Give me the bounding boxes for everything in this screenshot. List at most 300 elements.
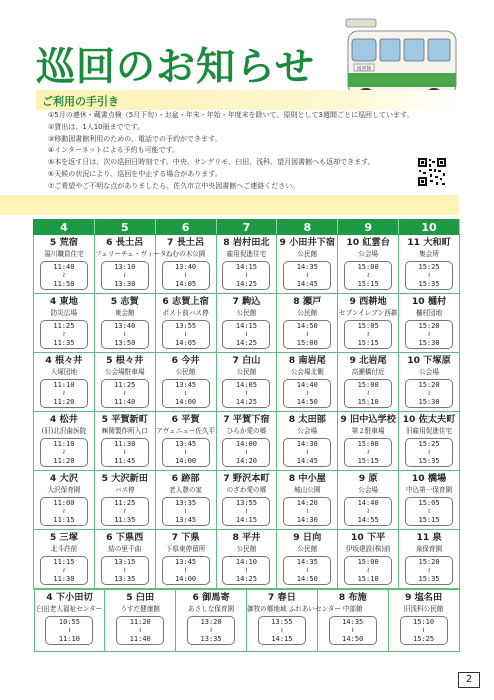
arrival-time: 14:00 (235, 440, 257, 448)
stop-times (222, 320, 270, 349)
qr-code[interactable] (417, 157, 447, 187)
stop-cell (216, 294, 277, 353)
schedule-row (34, 353, 460, 412)
stop-name (399, 237, 459, 249)
arrival-time: 14:35 (296, 263, 318, 271)
stop-area: 下塚原 (423, 355, 451, 366)
time-separator: ≀ (245, 566, 248, 575)
stop-day: 4 (49, 473, 57, 484)
stop-day: 7 (223, 473, 230, 484)
stop-cell (277, 353, 338, 412)
stop-name (217, 296, 277, 308)
stop-area: 下県 (181, 532, 200, 543)
stop-cell (399, 353, 460, 412)
arrival-time: 14:10 (235, 558, 257, 566)
stop-place: 第２駐車場 (351, 427, 385, 435)
note-item: ③移動図書館利用のための、電話での予約ができます。 (48, 134, 222, 143)
stop-times (222, 556, 270, 585)
stop-place: 北斗荘前 (50, 545, 78, 553)
stop-area: 橋場 (427, 473, 447, 484)
arrival-time: 14:05 (235, 381, 257, 389)
stop-place: 集会所 (419, 250, 439, 258)
stop-area: 樋村 (427, 296, 447, 307)
departure-time: 14:05 (175, 279, 197, 288)
time-separator: ≀ (123, 566, 127, 575)
time-separator: ≀ (123, 271, 127, 280)
stop-times (283, 438, 331, 467)
schedule-row (34, 294, 460, 353)
stop-cell (94, 471, 155, 530)
stop-day: 9 (293, 532, 300, 543)
stop-name (217, 237, 277, 249)
stop-name (338, 473, 398, 485)
stop-name (217, 473, 277, 485)
stop-name (35, 592, 105, 604)
stop-name (399, 414, 459, 426)
arrival-time: 14:30 (296, 440, 318, 448)
stop-place: のざわ愛の郷 (226, 486, 267, 494)
stop-place: 湯川職員住宅 (44, 250, 84, 258)
stop-times (101, 261, 149, 290)
stop-name (318, 592, 388, 604)
departure-time: 11:20 (53, 397, 75, 406)
stop-cell (155, 412, 216, 471)
arrival-time: 14:50 (296, 322, 318, 330)
stop-place: 雇用促進住宅 (226, 250, 267, 258)
stop-times (405, 438, 453, 467)
stop-area: 荒宿 (59, 237, 78, 248)
stop-name (156, 414, 216, 426)
stop-place: ㈱関製作所入口 (101, 427, 148, 435)
arrival-time: 13:40 (175, 263, 197, 271)
arrival-time: 13:35 (175, 499, 197, 507)
note-item: ①5月の連休・蔵書点検（5月下旬）・お盆・年末・年始・年度末を除いて、原則として3週間ごとに巡回しています。 (48, 111, 414, 119)
stop-area: 原 (368, 473, 378, 484)
stop-name (95, 296, 155, 308)
time-separator: ≀ (209, 626, 213, 635)
arrival-time: 13:40 (114, 322, 136, 330)
stop-place: (旧)北沢歯医院 (41, 427, 87, 435)
month-header: 4 (34, 220, 95, 235)
arrival-time: 11:20 (129, 618, 151, 626)
arrival-time: 14:35 (296, 558, 318, 566)
stop-cell (399, 412, 460, 471)
stop-area: 日向 (302, 532, 322, 543)
schedule-row (34, 530, 460, 589)
stop-name (399, 532, 459, 544)
stop-name (156, 355, 216, 367)
departure-time: 15:10 (357, 397, 379, 406)
stop-area: 紅雲台 (362, 237, 390, 248)
stop-name (34, 355, 94, 367)
stop-day: 4 (49, 296, 57, 307)
arrival-time: 13:45 (175, 558, 197, 566)
arrival-time: 11:10 (53, 440, 75, 448)
stop-times (40, 497, 88, 526)
last-row-wrapper (34, 589, 460, 653)
stop-area: 泉 (432, 532, 442, 543)
time-separator: ≀ (366, 448, 370, 457)
departure-time: 11:10 (58, 634, 80, 643)
stop-cell (34, 590, 105, 652)
stop-cell (94, 353, 155, 412)
time-separator: ≀ (305, 330, 309, 339)
stop-cell (34, 471, 95, 530)
stop-cell (94, 412, 155, 471)
stop-times (405, 556, 453, 585)
time-separator: ≀ (427, 566, 431, 575)
stop-name (95, 237, 155, 249)
stop-day: 6 (106, 237, 113, 248)
stop-name (156, 473, 216, 485)
stop-place: フェリーチェ・ヴィータ (94, 250, 167, 258)
departure-time: 14:25 (235, 279, 257, 288)
time-separator: ≀ (123, 330, 127, 339)
stop-area: 中小屋 (298, 473, 326, 484)
time-separator: ≀ (305, 566, 309, 575)
schedule-row (34, 412, 460, 471)
stop-name (277, 414, 337, 426)
stop-cell (277, 235, 338, 294)
arrival-time: 15:00 (357, 381, 379, 389)
stop-times (40, 438, 88, 467)
arrival-time: 11:30 (114, 440, 136, 448)
arrival-time: 11:10 (53, 381, 75, 389)
stop-times (222, 497, 270, 526)
stop-cell (34, 235, 95, 294)
stop-place: 伊坂建設(株)前 (345, 545, 391, 553)
stop-area: 下平 (366, 532, 386, 543)
stop-times (258, 616, 306, 645)
time-separator: ≀ (68, 626, 71, 635)
stop-times (40, 320, 88, 349)
stop-cell (277, 530, 338, 589)
stop-cell (338, 353, 399, 412)
arrival-time: 15:00 (357, 263, 379, 271)
time-separator: ≀ (245, 271, 248, 280)
stop-day: 9 (349, 355, 356, 366)
note-item: ②貸出は、1人10冊までです。 (48, 122, 145, 131)
stop-times (40, 379, 88, 408)
stop-day: 6 (192, 592, 199, 603)
stop-area: 布施 (348, 592, 367, 603)
departure-time: 15:15 (357, 338, 379, 347)
stop-name (338, 532, 398, 544)
stop-name (217, 414, 277, 426)
stop-times (222, 438, 270, 467)
departure-time: 15:35 (418, 279, 440, 288)
stop-day: 9 (349, 296, 356, 307)
departure-time: 15:15 (357, 279, 379, 288)
stop-cell (399, 294, 460, 353)
stop-cell (399, 530, 460, 589)
stop-cell (34, 294, 95, 353)
time-separator: ≀ (427, 271, 431, 280)
stop-name (277, 532, 337, 544)
stop-name (338, 414, 398, 426)
departure-time: 14:00 (175, 397, 197, 406)
departure-time: 14:05 (175, 338, 197, 347)
stop-cell (34, 353, 95, 412)
departure-time: 15:30 (418, 397, 440, 406)
stop-day: 8 (338, 592, 346, 603)
departure-time: 11:30 (53, 574, 75, 583)
stop-cell (176, 590, 247, 652)
time-separator: ≀ (184, 271, 187, 280)
stop-day: 5 (106, 355, 113, 366)
stop-area: 平賀 (181, 414, 200, 425)
month-header: 5 (94, 220, 155, 235)
stop-day: 10 (346, 237, 360, 248)
arrival-time: 10:55 (58, 618, 80, 626)
time-separator: ≀ (184, 389, 187, 398)
stop-area: 南岩尾 (298, 355, 326, 366)
stop-cell (338, 412, 399, 471)
stop-day: 7 (167, 237, 174, 248)
time-separator: ≀ (366, 330, 370, 339)
stop-area: 白山 (242, 355, 261, 366)
departure-time: 14:50 (342, 634, 364, 643)
stop-day: 5 (110, 296, 118, 307)
stop-day: 5 (49, 237, 57, 248)
stop-name (34, 296, 94, 308)
stop-area: 下小田切 (55, 592, 93, 603)
stop-area: 野沢本町 (232, 473, 270, 484)
departure-time: 14:15 (235, 515, 257, 524)
stop-place: バス停 (114, 486, 135, 494)
stop-cell (216, 353, 277, 412)
stop-cell (277, 294, 338, 353)
stop-cell (94, 294, 155, 353)
departure-time: 13:50 (114, 338, 136, 347)
stop-area: 根々井 (115, 355, 144, 366)
stop-day: 5 (49, 532, 57, 543)
stop-times (405, 320, 453, 349)
schedule-row (34, 589, 460, 653)
stop-times (400, 616, 448, 645)
stop-area: 今井 (181, 355, 200, 366)
departure-time: 15:30 (418, 338, 440, 347)
stop-place: 大塚団地 (50, 368, 78, 376)
arrival-time: 13:55 (271, 618, 293, 626)
stop-times (162, 556, 210, 585)
stop-cell (155, 530, 216, 589)
stop-times (344, 379, 392, 408)
stop-place: 公会場駐車場 (104, 368, 145, 376)
month-header: 8 (277, 220, 338, 235)
stop-place: ポスト前バス停 (162, 309, 209, 317)
stop-name (338, 355, 398, 367)
departure-time: 14:20 (235, 456, 257, 465)
stop-cell (34, 412, 95, 471)
stop-name (338, 296, 398, 308)
stop-cell (155, 471, 216, 530)
departure-time: 15:25 (413, 634, 435, 643)
arrival-time: 15:20 (418, 381, 440, 389)
time-separator: ≀ (245, 507, 248, 516)
time-separator: ≀ (123, 389, 127, 398)
stop-times (40, 556, 88, 585)
stop-area: 西耕地 (359, 296, 387, 307)
stop-day: 8 (293, 296, 300, 307)
stop-name (338, 237, 398, 249)
stop-name (399, 296, 459, 308)
time-separator: ≀ (184, 448, 187, 457)
stop-day: 10 (350, 532, 364, 543)
stop-day: 7 (171, 532, 179, 543)
arrival-time: 11:25 (114, 381, 136, 389)
time-separator: ≀ (62, 507, 66, 516)
stop-day: 8 (232, 532, 239, 543)
arrival-time: 15:00 (357, 558, 379, 566)
departure-time: 11:50 (53, 279, 75, 288)
time-separator: ≀ (305, 507, 309, 516)
departure-time: 14:50 (296, 574, 318, 583)
stop-place: 防災広場 (50, 309, 78, 317)
stop-day: 4 (46, 592, 53, 603)
stop-day: 7 (223, 414, 230, 425)
stop-area: 駒込 (242, 296, 261, 307)
departure-time: 14:25 (235, 338, 257, 347)
time-separator: ≀ (245, 330, 248, 339)
stop-area: 大沢新田 (111, 473, 148, 484)
stop-name (34, 414, 94, 426)
stop-times (283, 261, 331, 290)
stop-cell (317, 590, 388, 652)
arrival-time: 14:15 (235, 322, 257, 330)
stop-area: 大沢 (59, 473, 78, 484)
stop-cell (94, 530, 155, 589)
stop-place: アヴェニュー佐久平 (156, 427, 216, 435)
stop-place: 中込第一保育園 (405, 486, 453, 494)
stop-times (162, 438, 210, 467)
stop-times (40, 261, 88, 290)
departure-time: 11:45 (114, 456, 136, 465)
stop-name (156, 532, 216, 544)
time-separator: ≀ (366, 566, 370, 575)
stop-place: セブンイレブン西耕 (338, 309, 398, 317)
arrival-time: 11:25 (114, 499, 136, 507)
arrival-time: 15:20 (418, 322, 440, 330)
time-separator: ≀ (62, 448, 66, 457)
stop-times (101, 497, 149, 526)
stop-name (217, 355, 277, 367)
stop-times (344, 497, 392, 526)
stop-name (156, 296, 216, 308)
stop-times (162, 497, 210, 526)
stop-area: 小田井下宿 (289, 237, 336, 248)
stop-area: 塩名田 (414, 592, 443, 603)
departure-time: 14:00 (175, 574, 197, 583)
stop-times (162, 261, 210, 290)
departure-time: 15:10 (357, 574, 379, 583)
stop-day: 5 (101, 473, 108, 484)
stop-cell (399, 471, 460, 530)
stop-day: 6 (171, 355, 179, 366)
stop-day: 9 (404, 592, 412, 603)
stop-times (222, 261, 270, 290)
stop-cell (338, 471, 399, 530)
time-separator: ≀ (245, 389, 248, 398)
arrival-time: 13:10 (114, 263, 136, 271)
stop-area: 岩村田北 (232, 237, 270, 248)
departure-time: 13:45 (175, 515, 197, 524)
arrival-time: 11:15 (53, 558, 75, 566)
stop-area: 長土呂 (115, 237, 144, 248)
stop-area: 松井 (59, 414, 78, 425)
stop-day: 10 (411, 473, 425, 484)
stop-day: 6 (171, 414, 179, 425)
stop-area: 志賀上宿 (172, 296, 209, 307)
stop-day: 7 (267, 592, 275, 603)
stop-day: 7 (232, 355, 239, 366)
stop-area: 春日 (277, 592, 296, 603)
stop-area: 旧中込学校 (349, 414, 396, 425)
time-separator: ≀ (427, 507, 431, 516)
stop-area: 志賀 (120, 296, 139, 307)
arrival-time: 15:05 (357, 322, 379, 330)
note-item: ⑥天候の状況により、巡回を中止する場合があります。 (48, 169, 222, 178)
stop-cell (216, 412, 277, 471)
departure-time: 13:30 (114, 279, 136, 288)
stop-cell (338, 235, 399, 294)
stop-times (45, 616, 93, 645)
stop-area: 三塚 (59, 532, 78, 543)
page-number: 2 (458, 672, 480, 688)
stop-day: 9 (358, 473, 366, 484)
time-separator: ≀ (123, 507, 127, 516)
arrival-time: 14:35 (342, 618, 364, 626)
departure-time: 15:35 (418, 456, 440, 465)
stop-name (176, 592, 246, 604)
stop-name (399, 355, 459, 367)
arrival-time: 13:45 (175, 381, 197, 389)
departure-time: 14:15 (271, 634, 293, 643)
stop-name (217, 532, 277, 544)
departure-time: 11:40 (129, 634, 151, 643)
note-item: ⑦ご希望やご不明な点がありましたら、佐久市立中央図書館へご連絡ください。 (48, 181, 300, 190)
time-separator: ≀ (305, 389, 309, 398)
stop-place: 公民館 (175, 368, 196, 376)
stop-name (95, 355, 155, 367)
arrival-time: 13:20 (200, 618, 222, 626)
stop-cell (338, 530, 399, 589)
time-separator: ≀ (123, 448, 127, 457)
departure-time: 14:25 (235, 397, 257, 406)
arrival-time: 13:15 (114, 558, 136, 566)
arrival-time: 14:40 (296, 381, 318, 389)
departure-time: 14:45 (296, 456, 318, 465)
month-header: 9 (338, 220, 399, 235)
time-separator: ≀ (184, 566, 187, 575)
stop-times (222, 379, 270, 408)
note-item: ⑤本を返す日は、次の巡回日時刻です。中央、サングリモ、臼田、浅科、望月図書館へも返却できます。 (48, 158, 375, 167)
stop-times (329, 616, 377, 645)
time-separator: ≀ (138, 626, 142, 635)
arrival-time: 15:05 (418, 499, 440, 507)
arrival-time: 14:40 (357, 499, 379, 507)
stop-day: 4 (45, 355, 52, 366)
stop-name (156, 237, 216, 249)
stop-day: 5 (126, 592, 133, 603)
time-separator: ≀ (245, 448, 248, 457)
stop-cell (277, 412, 338, 471)
stop-area: 平賀新町 (111, 414, 148, 425)
stop-times (283, 497, 331, 526)
usage-guide-heading: ご利用の手引き (36, 90, 461, 110)
stop-day: 9 (340, 414, 347, 425)
stop-name (389, 592, 459, 604)
